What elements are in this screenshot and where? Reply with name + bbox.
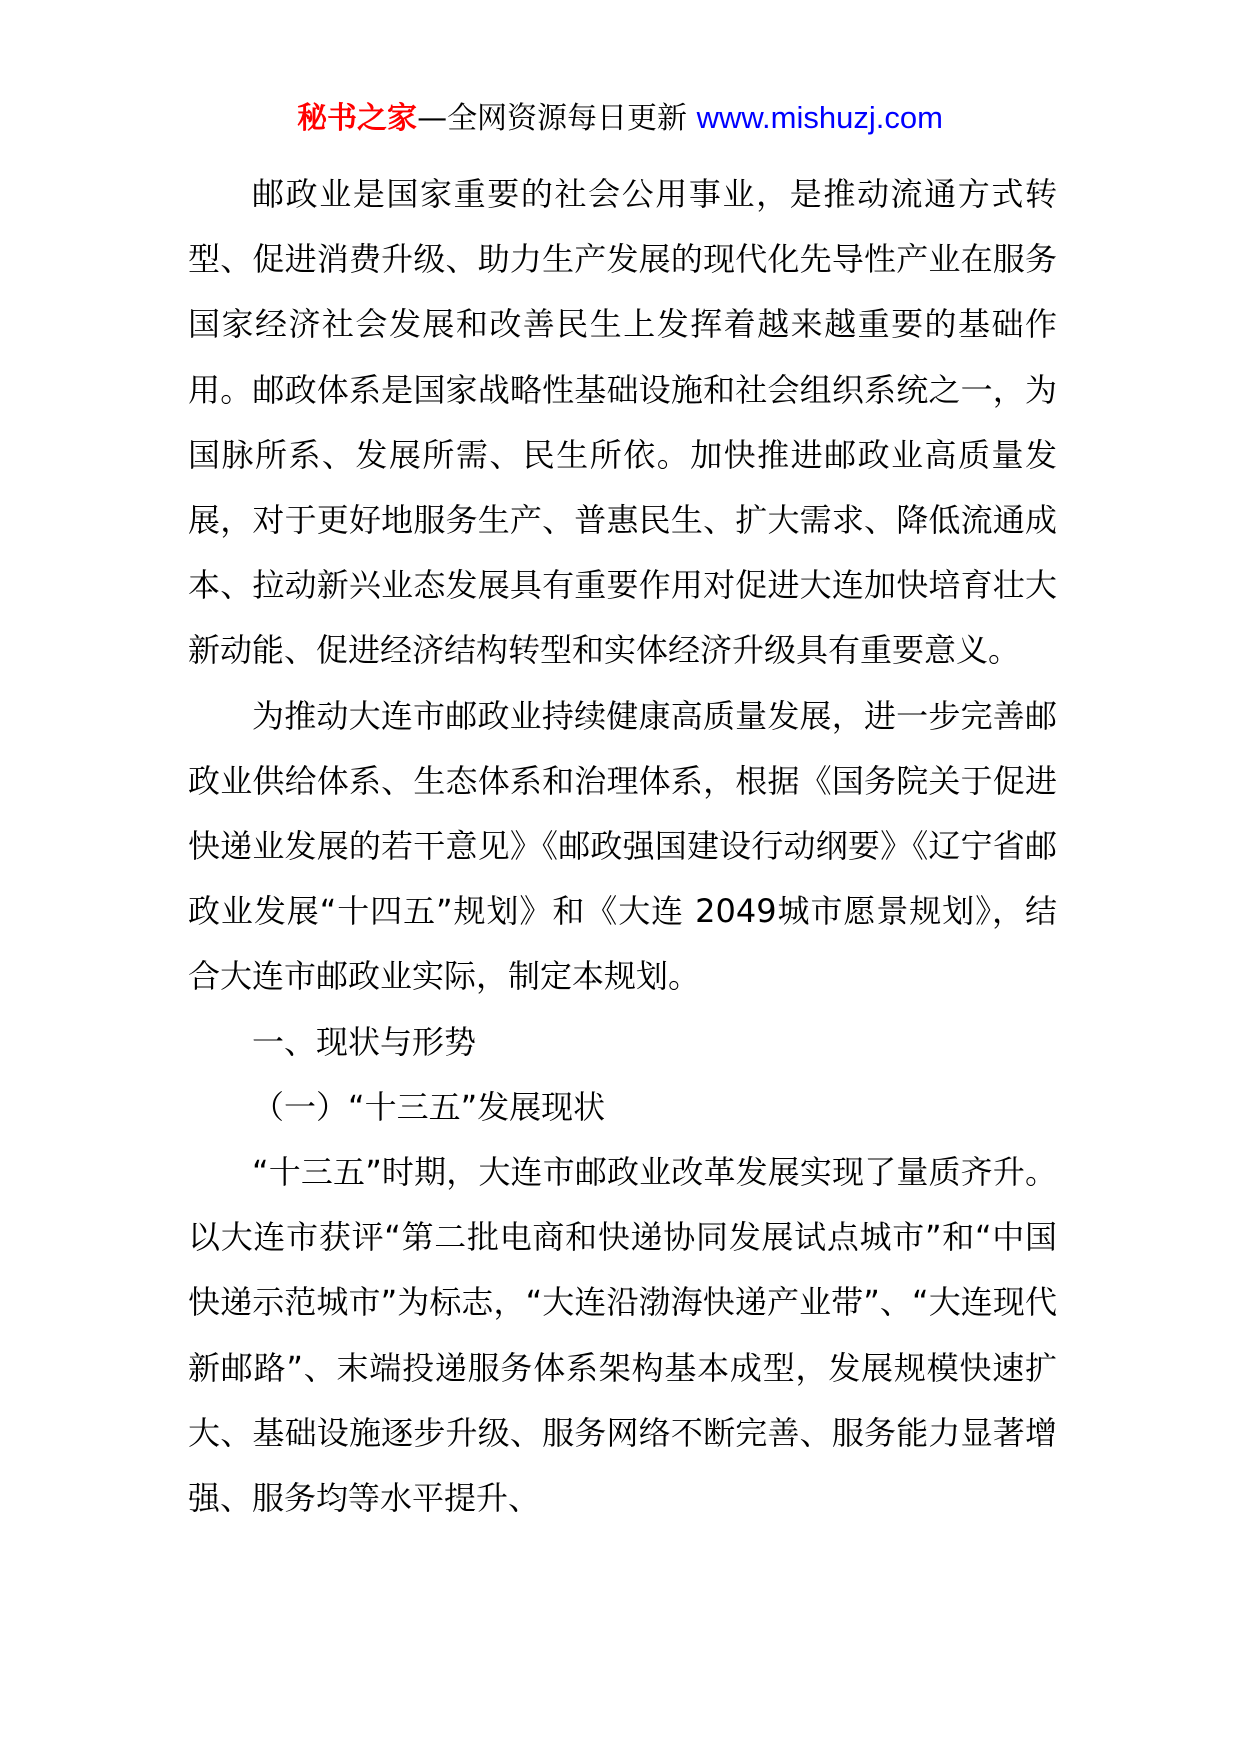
header-tagline: —全网资源每日更新	[417, 101, 688, 136]
paragraph-status: “十三五”时期，大连市邮政业改革发展实现了量质齐升。以大连市获评“第二批电商和快递协同发展试点城市”和“中国快递示范城市”为标志，“大连沿渤海快递产业带”、“大连现代新邮路”、末端投递服务体系架构基本成型，发展规模快速扩大、基础设施逐步升级、服务网络不断完善、服务能力显著增强、服务均等水平提升、	[188, 1153, 1057, 1518]
brand-name: 秘书之家	[297, 101, 418, 136]
section-heading: 一、现状与形势	[252, 1022, 477, 1061]
site-url-link[interactable]: www.mishuzj.com	[696, 100, 943, 135]
subsection-heading: （一）“十三五”发展现状	[252, 1087, 606, 1126]
paragraph-intro: 邮政业是国家重要的社会公用事业，是推动流通方式转型、促进消费升级、助力生产发展的现代化先导性产业在服务国家经济社会发展和改善民生上发挥着越来越重要的基础作用。邮政体系是国家战略性基础设施和社会组织系统之一，为国脉所系、发展所需、民生所依。加快推进邮政业高质量发展，对于更好地服务生产、普惠民生、扩大需求、降低流通成本、拉动新兴业态发展具有重要作用对促进大连加快培育壮大新动能、促进经济结构转型和实体经济升级具有重要意义。	[188, 175, 1057, 670]
document-body	[188, 162, 1057, 1531]
page-header	[0, 98, 1240, 139]
paragraph-purpose: 为推动大连市邮政业持续健康高质量发展，进一步完善邮政业供给体系、生态体系和治理体系，根据《国务院关于促进快递业发展的若干意见》《邮政强国建设行动纲要》《辽宁省邮政业发展“十四五”规划》和《大连 2049城市愿景规划》，结合大连市邮政业实际，制定本规划。	[188, 696, 1057, 996]
